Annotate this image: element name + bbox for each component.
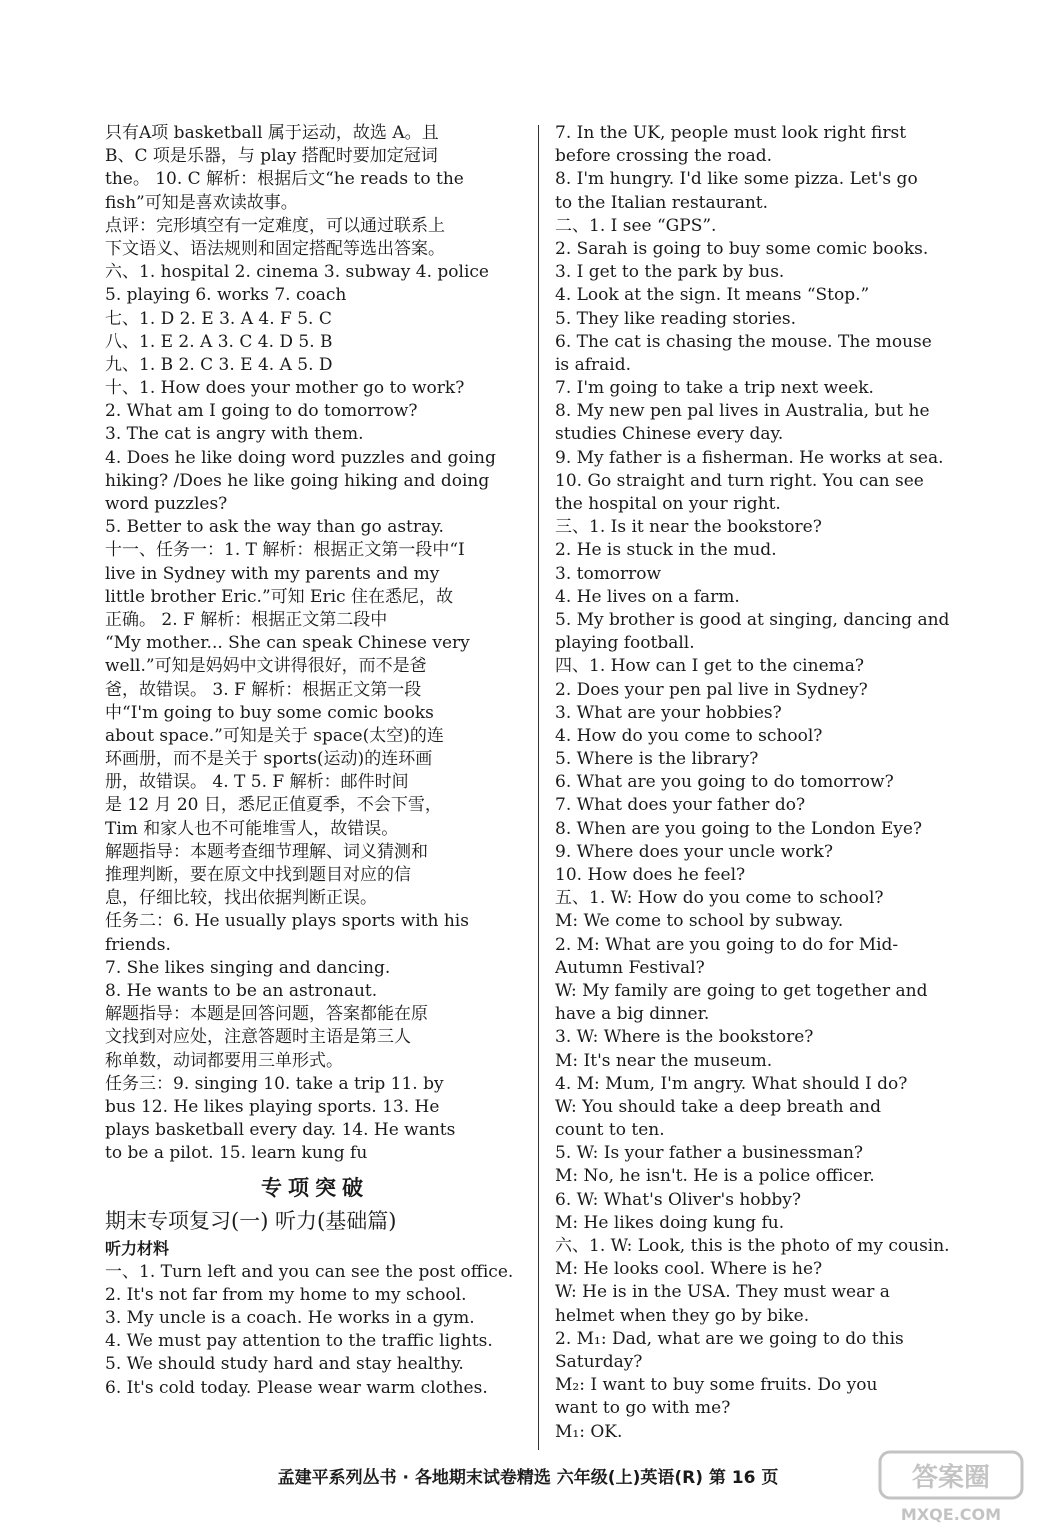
text-line: 2. Does your pen pal live in Sydney? bbox=[555, 679, 868, 700]
text-line: 推理判断，要在原文中找到题目对应的信 bbox=[105, 865, 411, 885]
text-line: 环画册，而不是关于 sports(运动)的连环画 bbox=[105, 749, 433, 770]
text-line: 4. We must pay attention to the traffic lights. bbox=[105, 1331, 493, 1352]
text-line: 6. The cat is chasing the mouse. The mouse bbox=[555, 331, 932, 352]
text-line: 8. When are you going to the London Eye? bbox=[555, 818, 923, 839]
text-line: 5. Where is the library? bbox=[555, 749, 759, 770]
text-line: want to go with me? bbox=[555, 1398, 731, 1419]
text-line: Saturday? bbox=[555, 1351, 643, 1372]
text-line: count to ten. bbox=[555, 1120, 665, 1141]
text-line: 十一、任务一：1. T 解析：根据正文第一段中“I bbox=[105, 540, 465, 561]
text-line: 任务三：9. singing 10. take a trip 11. by bbox=[105, 1073, 444, 1094]
text-line: about space.”可知是关于 space(太空)的连 bbox=[105, 725, 444, 746]
text-line: 6. It's cold today. Please wear warm clothes. bbox=[105, 1377, 488, 1398]
text-line: W: You should take a deep breath and bbox=[555, 1096, 881, 1117]
column-divider bbox=[538, 125, 539, 1450]
text-line: 9. My father is a fisherman. He works at sea. bbox=[555, 447, 944, 468]
text-line: 任务二：6. He usually plays sports with his bbox=[105, 911, 469, 932]
text-line: 4. Does he like doing word puzzles and going bbox=[105, 447, 496, 468]
text-line: 一、1. Turn left and you can see the post office. bbox=[105, 1261, 514, 1282]
page-footer: 孟建平系列丛书 · 各地期末试卷精选 六年级(上)英语(R) 第 16 页 bbox=[277, 1468, 779, 1488]
text-line: 6. W: What's Oliver's hobby? bbox=[555, 1189, 802, 1210]
text-line: “My mother... She can speak Chinese very bbox=[105, 633, 470, 654]
text-line: M: No, he isn't. He is a police officer. bbox=[555, 1166, 875, 1187]
right-column bbox=[555, 122, 975, 1444]
text-line: B、C 项是乐器，与 play 搭配时要加定冠词 bbox=[105, 146, 438, 167]
text-line: 正确。 2. F 解析：根据正文第二段中 bbox=[105, 609, 388, 630]
text-line: 10. How does he feel? bbox=[555, 865, 746, 885]
text-line: helmet when they go by bike. bbox=[555, 1305, 810, 1326]
text-line: 文找到对应处，注意答题时主语是第三人 bbox=[105, 1027, 411, 1048]
text-line: 4. How do you come to school? bbox=[555, 725, 823, 746]
text-line: 只有A项 basketball 属于运动，故选 A。且 bbox=[105, 123, 439, 143]
text-line: M: It's near the museum. bbox=[555, 1050, 773, 1071]
text-line: 十、1. How does your mother go to work? bbox=[105, 378, 465, 399]
text-line: 下文语义、语法规则和固定搭配等选出答案。 bbox=[105, 238, 445, 259]
watermark-logo bbox=[876, 1446, 1026, 1526]
text-line: friends. bbox=[105, 934, 171, 955]
text-line: 2. He is stuck in the mud. bbox=[555, 540, 777, 561]
text-line: 二、1. I see “GPS”. bbox=[555, 215, 717, 236]
svg-text:答案圈: 答案圈 bbox=[911, 1463, 991, 1493]
text-line: 5. playing 6. works 7. coach bbox=[105, 285, 347, 306]
text-line: W: He is in the USA. They must wear a bbox=[555, 1282, 890, 1303]
text-line: 3. My uncle is a coach. He works in a gym. bbox=[105, 1308, 475, 1328]
text-line: 5. We should study hard and stay healthy. bbox=[105, 1354, 464, 1375]
text-line: W: My family are going to get together and bbox=[555, 980, 928, 1001]
text-line: word puzzles? bbox=[105, 494, 228, 514]
text-line: M: He looks cool. Where is he? bbox=[555, 1259, 823, 1280]
text-line: to the Italian restaurant. bbox=[555, 192, 769, 213]
text-line: 7. What does your father do? bbox=[555, 795, 806, 816]
text-line: 8. My new pen pal lives in Australia, but he bbox=[555, 401, 930, 422]
text-line: bus 12. He likes playing sports. 13. He bbox=[105, 1096, 440, 1117]
text-line: is afraid. bbox=[555, 354, 631, 375]
text-line: M: He likes doing kung fu. bbox=[555, 1212, 785, 1233]
text-line: to be a pilot. 15. learn kung fu bbox=[105, 1143, 368, 1164]
text-line: 爸，故错误。 3. F 解析：根据正文第一段 bbox=[105, 679, 422, 700]
text-line: 4. M: Mum, I'm angry. What should I do? bbox=[555, 1073, 908, 1094]
text-line: fish”可知是喜欢读故事。 bbox=[105, 192, 298, 213]
sub-heading: 期末专项复习(一) 听力(基础篇) bbox=[105, 1209, 397, 1234]
text-line: 3. I get to the park by bus. bbox=[555, 262, 785, 283]
text-line: 解题指导：本题是回答问题，答案都能在原 bbox=[105, 1004, 428, 1025]
text-line: the hospital on your right. bbox=[555, 494, 781, 514]
text-line: 6. What are you going to do tomorrow? bbox=[555, 772, 894, 793]
text-line: M₁: OK. bbox=[555, 1421, 623, 1442]
text-line: little brother Eric.”可知 Eric 住在悉尼，故 bbox=[105, 586, 453, 607]
text-line: 3. What are your hobbies? bbox=[555, 702, 782, 723]
text-line: M: We come to school by subway. bbox=[555, 911, 844, 932]
text-line: 称单数，动词都要用三单形式。 bbox=[105, 1050, 343, 1071]
text-line: have a big dinner. bbox=[555, 1004, 710, 1025]
text-line: 四、1. How can I get to the cinema? bbox=[555, 656, 864, 677]
text-line: plays basketball every day. 14. He wants bbox=[105, 1120, 456, 1141]
text-line: 5. W: Is your father a businessman? bbox=[555, 1143, 864, 1164]
text-line: 7. She likes singing and dancing. bbox=[105, 957, 391, 978]
text-line: 5. My brother is good at singing, dancing and bbox=[555, 609, 950, 630]
text-line: M₂: I want to buy some fruits. Do you bbox=[555, 1375, 878, 1396]
text-line: 4. Look at the sign. It means “Stop.” bbox=[555, 285, 870, 306]
svg-text:MXQE.COM: MXQE.COM bbox=[900, 1505, 1002, 1524]
text-line: 六、1. hospital 2. cinema 3. subway 4. police bbox=[105, 262, 489, 283]
material-label: 听力材料 bbox=[105, 1239, 170, 1259]
text-line: 2. M₁: Dad, what are we going to do this bbox=[555, 1328, 904, 1349]
text-line: 六、1. W: Look, this is the photo of my cousin. bbox=[555, 1236, 950, 1256]
text-line: 2. It's not far from my home to my school. bbox=[105, 1284, 467, 1305]
text-line: 息，仔细比较，找出依据判断正误。 bbox=[105, 888, 377, 909]
text-line: before crossing the road. bbox=[555, 146, 773, 167]
text-line: 5. They like reading stories. bbox=[555, 308, 797, 329]
text-line: 中“I'm going to buy some comic books bbox=[105, 702, 434, 723]
text-line: 10. Go straight and turn right. You can see bbox=[555, 470, 924, 491]
text-line: 8. He wants to be an astronaut. bbox=[105, 980, 378, 1001]
text-line: 册，故错误。 4. T 5. F 解析：邮件时间 bbox=[105, 772, 409, 793]
text-line: 七、1. D 2. E 3. A 4. F 5. C bbox=[105, 308, 332, 329]
text-line: well.”可知是妈妈中文讲得很好，而不是爸 bbox=[105, 656, 427, 677]
text-line: 9. Where does your uncle work? bbox=[555, 841, 833, 862]
text-line: Tim 和家人也不可能堆雪人，故错误。 bbox=[105, 818, 399, 839]
text-line: live in Sydney with my parents and my bbox=[105, 563, 440, 584]
text-line: 2. M: What are you going to do for Mid- bbox=[555, 934, 899, 955]
text-line: 4. He lives on a farm. bbox=[555, 586, 740, 607]
text-line: 8. I'm hungry. I'd like some pizza. Let's go bbox=[555, 169, 918, 190]
text-line: 2. Sarah is going to buy some comic books. bbox=[555, 238, 929, 259]
text-line: 7. I'm going to take a trip next week. bbox=[555, 378, 874, 399]
text-line: playing football. bbox=[555, 633, 695, 654]
text-line: 三、1. Is it near the bookstore? bbox=[555, 517, 822, 538]
text-line: studies Chinese every day. bbox=[555, 424, 784, 445]
text-line: 五、1. W: How do you come to school? bbox=[555, 888, 884, 909]
text-line: 3. The cat is angry with them. bbox=[105, 424, 364, 445]
text-line: Autumn Festival? bbox=[555, 957, 705, 978]
text-line: 九、1. B 2. C 3. E 4. A 5. D bbox=[105, 354, 333, 375]
text-line: 5. Better to ask the way than go astray. bbox=[105, 517, 444, 538]
left-column bbox=[105, 122, 525, 1400]
text-line: 点评：完形填空有一定难度，可以通过联系上 bbox=[105, 215, 445, 236]
text-line: 3. tomorrow bbox=[555, 563, 662, 584]
text-line: 2. What am I going to do tomorrow? bbox=[105, 401, 418, 422]
section-heading: 专项突破 bbox=[261, 1176, 369, 1201]
text-line: 7. In the UK, people must look right first bbox=[555, 123, 907, 143]
text-line: 3. W: Where is the bookstore? bbox=[555, 1027, 814, 1048]
text-line: the。 10. C 解析：根据后文“he reads to the bbox=[105, 169, 464, 190]
text-line: hiking? /Does he like going hiking and doing bbox=[105, 470, 490, 491]
text-line: 八、1. E 2. A 3. C 4. D 5. B bbox=[105, 331, 333, 352]
text-line: 解题指导：本题考查细节理解、词义猜测和 bbox=[105, 841, 428, 862]
text-line: 是 12 月 20 日，悉尼正值夏季，不会下雪， bbox=[105, 795, 442, 816]
